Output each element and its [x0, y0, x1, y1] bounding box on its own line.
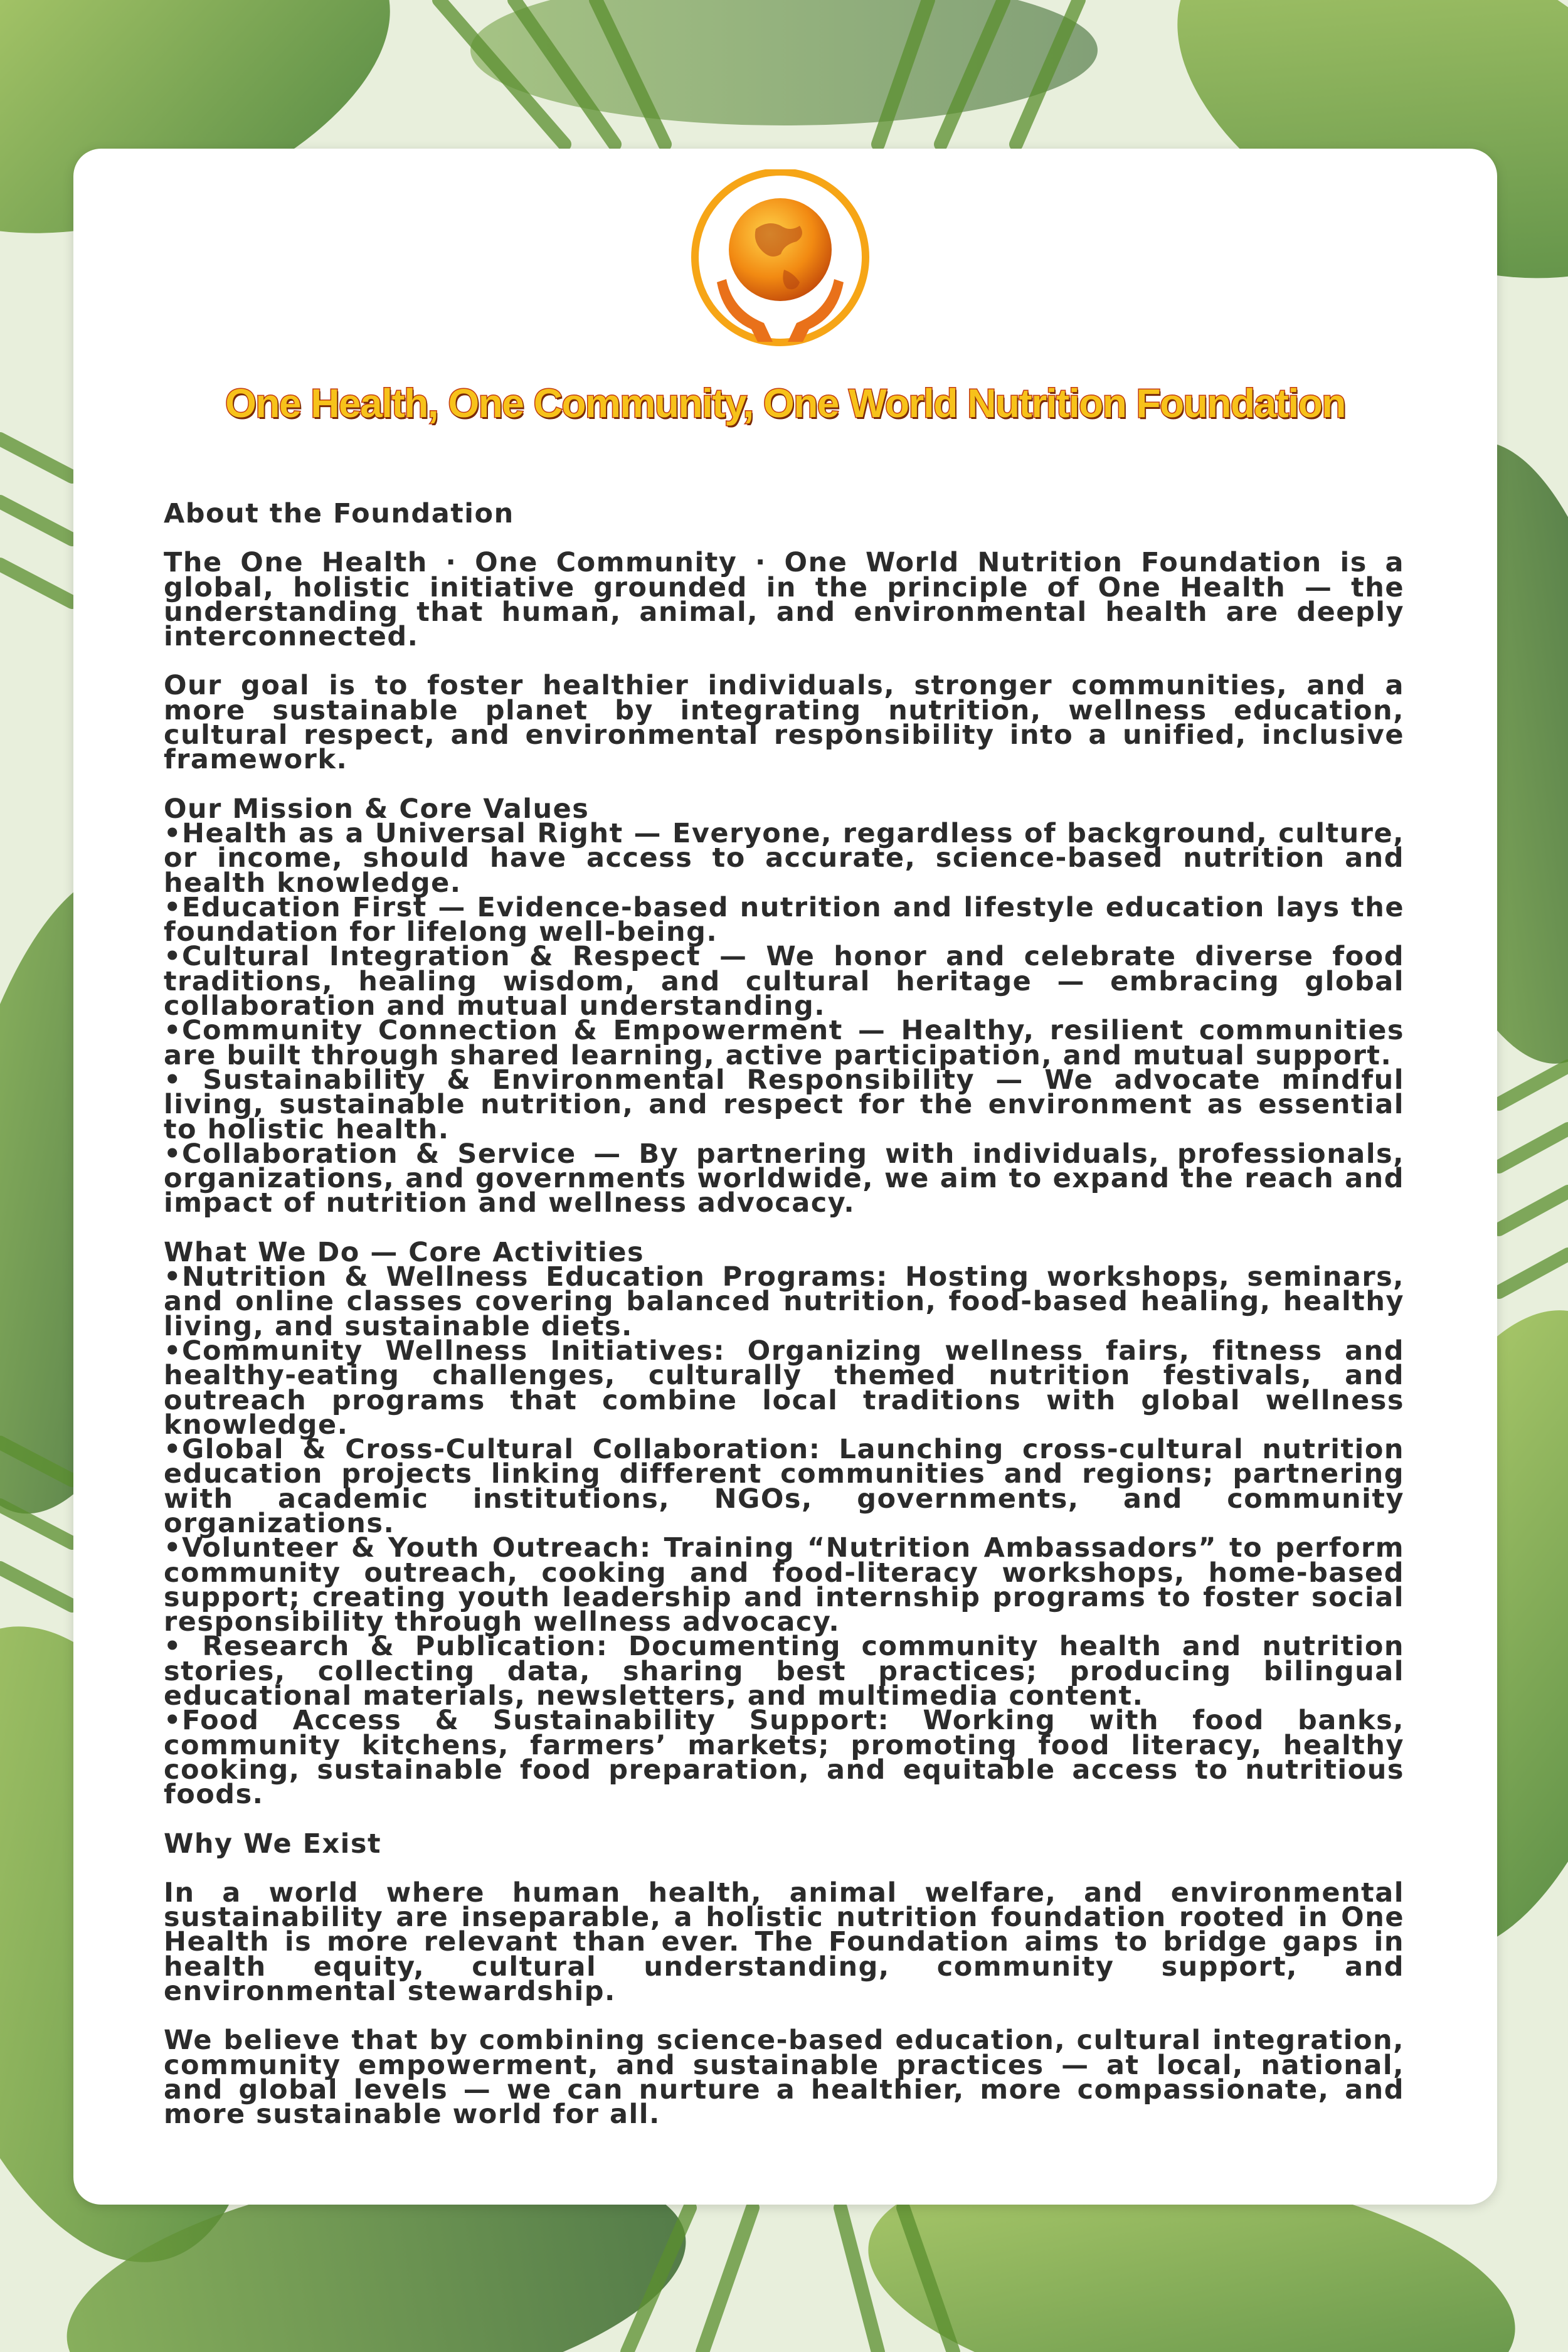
mission-item: •Cultural Integration & Respect — We honor and celebrate diverse food traditions, healing wisdom, and cultural heritage — embracing global collaboration and mutual understanding.: [164, 941, 1404, 1022]
mission-item: •Health as a Universal Right — Everyone, regardless of background, culture, or income, should have access to accurate, science-based nutrition and health knowledge.: [164, 817, 1404, 899]
mission-heading: Our Mission & Core Values: [164, 793, 590, 825]
activity-item: •Nutrition & Wellness Education Programs: Hosting workshops, seminars, and online classes covering balanced nutrition, food-based healing, healthy living, and sustainable diets.: [164, 1261, 1404, 1342]
about-heading: About the Foundation: [164, 498, 514, 529]
activity-item: •Volunteer & Youth Outreach: Training “Nutrition Ambassadors” to perform community outreach, cooking and food-literacy workshops, home-based support; creating youth leadership and internship programs to foster social responsibility through wellness advocacy.: [164, 1532, 1404, 1638]
about-paragraph-2: Our goal is to foster healthier individuals, stronger communities, and a more sustainable planet by integrating nutrition, wellness education, cultural respect, and environmental responsibility into a unified, inclusive framework.: [164, 670, 1404, 776]
activities-heading: What We Do — Core Activities: [164, 1236, 645, 1268]
page-title: One Health, One Community, One World Nutrition Foundation: [225, 381, 1345, 426]
activity-item: •Global & Cross-Cultural Collaboration: Launching cross-cultural nutrition education projects linking different communities and regions; partnering with academic institutions, NGOs, governments, and community organizations.: [164, 1434, 1404, 1539]
activity-item: • Research & Publication: Documenting community health and nutrition stories, collecting data, sharing best practices; producing bilingual educational materials, newsletters, and multimedia content.: [164, 1631, 1404, 1712]
main-content: [164, 498, 1404, 2131]
activity-item: •Community Wellness Initiatives: Organizing wellness fairs, fitness and healthy-eating challenges, culturally themed nutrition festivals, and outreach programs that combine local traditions with global wellness knowledge.: [164, 1335, 1404, 1441]
about-paragraph-1: The One Health · One Community · One World Nutrition Foundation is a global, holistic initiative grounded in the principle of One Health — the understanding that human, animal, and environmental health are deeply interconnected.: [164, 547, 1404, 653]
activity-item: •Food Access & Sustainability Support: Working with food banks, community kitchens, farmers’ markets; promoting food literacy, healthy cooking, sustainable food preparation, and equitable access to nutritious foods.: [164, 1705, 1404, 1811]
globe-hands-logo: [690, 169, 871, 358]
mission-item: • Sustainability & Environmental Responsibility — We advocate mindful living, sustainable nutrition, and respect for the environment as essential to holistic health.: [164, 1064, 1404, 1145]
why-heading: Why We Exist: [164, 1828, 382, 1860]
mission-item: •Collaboration & Service — By partnering with individuals, professionals, organizations, and governments worldwide, we aim to expand the reach and impact of nutrition and wellness advocacy.: [164, 1138, 1404, 1219]
why-paragraph-2: We believe that by combining science-based education, cultural integration, community empowerment, and sustainable practices — at local, national, and global levels — we can nurture a healthier, more compassionate, and more sustainable world for all.: [164, 2025, 1404, 2131]
why-paragraph-1: In a world where human health, animal welfare, and environmental sustainability are inseparable, a holistic nutrition foundation rooted in One Health is more relevant than ever. The Foundation aims to bridge gaps in health equity, cultural understanding, community support, and environmental stewardship.: [164, 1877, 1404, 2008]
mission-item: •Education First — Evidence-based nutrition and lifestyle education lays the foundation for lifelong well-being.: [164, 891, 1404, 948]
mission-item: •Community Connection & Empowerment — Healthy, resilient communities are built through shared learning, active participation, and mutual support.: [164, 1015, 1404, 1071]
